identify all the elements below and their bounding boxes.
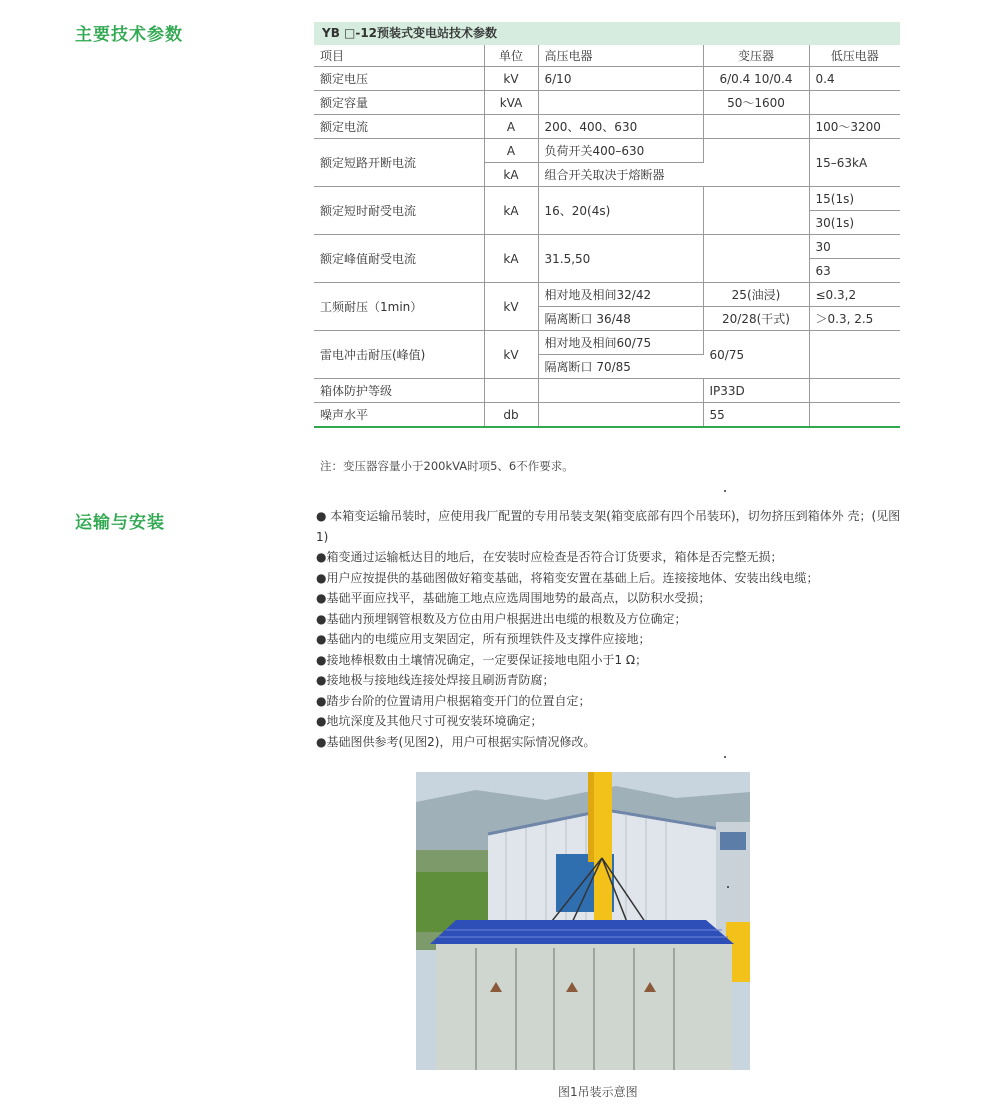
list-item: ●踏步台阶的位置请用户根据箱变开门的位置自定； <box>316 693 591 708</box>
cell-transformer <box>703 187 809 235</box>
table-row <box>314 403 900 428</box>
cell-item: 额定容量 <box>314 91 484 115</box>
section-title-params: 主要技术参数 <box>75 25 183 45</box>
cell-transformer: IP33D <box>703 379 809 403</box>
cell-lv: 63 <box>809 259 900 283</box>
table-row <box>314 283 900 307</box>
stray-dot <box>724 490 726 492</box>
list-item: ●箱变通过运输柢达目的地后，在安装时应检查是否符合订货要求，箱体是否完整无损； <box>316 550 783 564</box>
list-item: ●基础图供参考(见图2)，用户可根据实际情况修改。 <box>316 734 596 749</box>
cell-item: 工频耐压（1min） <box>314 283 484 331</box>
cell-unit: kA <box>484 163 538 187</box>
cell-transformer: 60/75 <box>703 331 809 379</box>
table-row <box>314 115 900 139</box>
spec-table-block <box>314 22 900 428</box>
cell-lv: 15(1s) <box>809 187 900 211</box>
list-item: ●用户应按提供的基础图做好箱变基础，将箱变安置在基础上后。连接接地体、安装出线电缆； <box>316 570 819 585</box>
cell-unit: kA <box>484 187 538 235</box>
cell-transformer <box>703 235 809 283</box>
header-hv: 高压电器 <box>538 45 703 67</box>
list-item: ●基础内预埋钢管根数及方位由用户根据进出电缆的根数及方位确定； <box>316 611 687 626</box>
cell-lv: 0.4 <box>809 67 900 91</box>
header-lv: 低压电器 <box>809 45 900 67</box>
crane-boom <box>594 772 612 922</box>
list-item: ● 本箱变运输吊装时，应使用我厂配置的专用吊装支架(箱变底部有四个吊装环)，切勿挤压到箱体外 壳；(见图1) <box>316 509 901 544</box>
cell-hv: 6/10 <box>538 67 703 91</box>
table-header-row <box>314 45 900 67</box>
table-row <box>314 139 900 163</box>
table-note: 注：变压器容量小于200kVA时项5、6不作要求。 <box>320 459 574 473</box>
install-list <box>316 506 902 752</box>
table-row <box>314 91 900 115</box>
cell-transformer <box>703 139 809 187</box>
table-row <box>314 187 900 211</box>
cell-lv <box>809 403 900 428</box>
cell-unit: kV <box>484 67 538 91</box>
cell-item: 额定短时耐受电流 <box>314 187 484 235</box>
list-item: ●接地极与接地线连接处焊接且刷沥青防腐； <box>316 673 555 687</box>
list-item: ●接地棒根数由土壤情况确定，一定要保证接地电阻小于1 Ω； <box>316 652 648 667</box>
cabinet-body <box>436 944 732 1070</box>
cell-lv: ≤0.3,2 <box>809 283 900 307</box>
cell-transformer: 20/28(干式) <box>703 307 809 331</box>
cell-item: 额定短路开断电流 <box>314 139 484 187</box>
cell-item: 噪声水平 <box>314 403 484 428</box>
cell-hv: 200、400、630 <box>538 115 703 139</box>
cell-hv: 负荷开关400–630 <box>538 139 703 163</box>
stray-dot <box>724 756 726 758</box>
cell-hv: 相对地及相间60/75 <box>538 331 703 355</box>
cell-unit: A <box>484 115 538 139</box>
cell-hv: 隔离断口 70/85 <box>538 355 703 379</box>
list-item: ●基础平面应找平，基础施工地点应选周围地势的最高点，以防积水受损； <box>316 591 711 605</box>
cell-lv: 15–63kA <box>809 139 900 187</box>
cell-item: 额定峰值耐受电流 <box>314 235 484 283</box>
cell-unit: kA <box>484 235 538 283</box>
cell-unit: kV <box>484 283 538 331</box>
cell-transformer: 50～1600 <box>703 91 809 115</box>
crane-arm <box>588 772 594 862</box>
cell-unit: kV <box>484 331 538 379</box>
list-item: ●基础内的电缆应用支架固定，所有预埋铁件及支撑件应接地； <box>316 632 651 646</box>
cell-lv: 30 <box>809 235 900 259</box>
cell-transformer <box>703 115 809 139</box>
lifting-illustration <box>416 772 750 1070</box>
list-item: ●地坑深度及其他尺寸可视安装环境确定； <box>316 714 543 728</box>
cell-transformer: 55 <box>703 403 809 428</box>
cell-lv <box>809 91 900 115</box>
table-row <box>314 235 900 259</box>
spec-table-caption: YB □-12预装式变电站技术参数 <box>314 22 900 45</box>
table-row <box>314 331 900 355</box>
cell-hv: 组合开关取决于熔断器 <box>538 163 703 187</box>
cell-lv: ＞0.3, 2.5 <box>809 307 900 331</box>
cell-hv <box>538 91 703 115</box>
cell-hv <box>538 403 703 428</box>
table-row <box>314 67 900 91</box>
cell-lv <box>809 379 900 403</box>
warehouse-window <box>720 832 746 850</box>
cell-hv: 16、20(4s) <box>538 187 703 235</box>
header-transformer: 变压器 <box>703 45 809 67</box>
lifting-photo <box>416 772 750 1070</box>
table-row <box>314 379 900 403</box>
cell-hv: 隔离断口 36/48 <box>538 307 703 331</box>
cell-item: 额定电压 <box>314 67 484 91</box>
stray-dot <box>727 886 729 888</box>
cell-unit <box>484 379 538 403</box>
cell-transformer: 6/0.4 10/0.4 <box>703 67 809 91</box>
cell-unit: A <box>484 139 538 163</box>
cell-item: 雷电冲击耐压(峰值) <box>314 331 484 379</box>
cell-lv <box>809 331 900 379</box>
cell-lv: 30(1s) <box>809 211 900 235</box>
cell-item: 额定电流 <box>314 115 484 139</box>
cell-hv: 相对地及相间32/42 <box>538 283 703 307</box>
spec-table <box>314 45 900 428</box>
section-title-install: 运输与安装 <box>75 513 165 533</box>
header-item: 项目 <box>314 45 484 67</box>
cell-hv <box>538 379 703 403</box>
cell-unit: kVA <box>484 91 538 115</box>
header-unit: 单位 <box>484 45 538 67</box>
cell-hv: 31.5,50 <box>538 235 703 283</box>
photo-caption: 图1吊装示意图 <box>558 1085 638 1099</box>
cell-item: 箱体防护等级 <box>314 379 484 403</box>
cell-transformer: 25(油浸) <box>703 283 809 307</box>
cell-lv: 100～3200 <box>809 115 900 139</box>
cell-unit: db <box>484 403 538 428</box>
cabinet-roof <box>430 920 734 944</box>
